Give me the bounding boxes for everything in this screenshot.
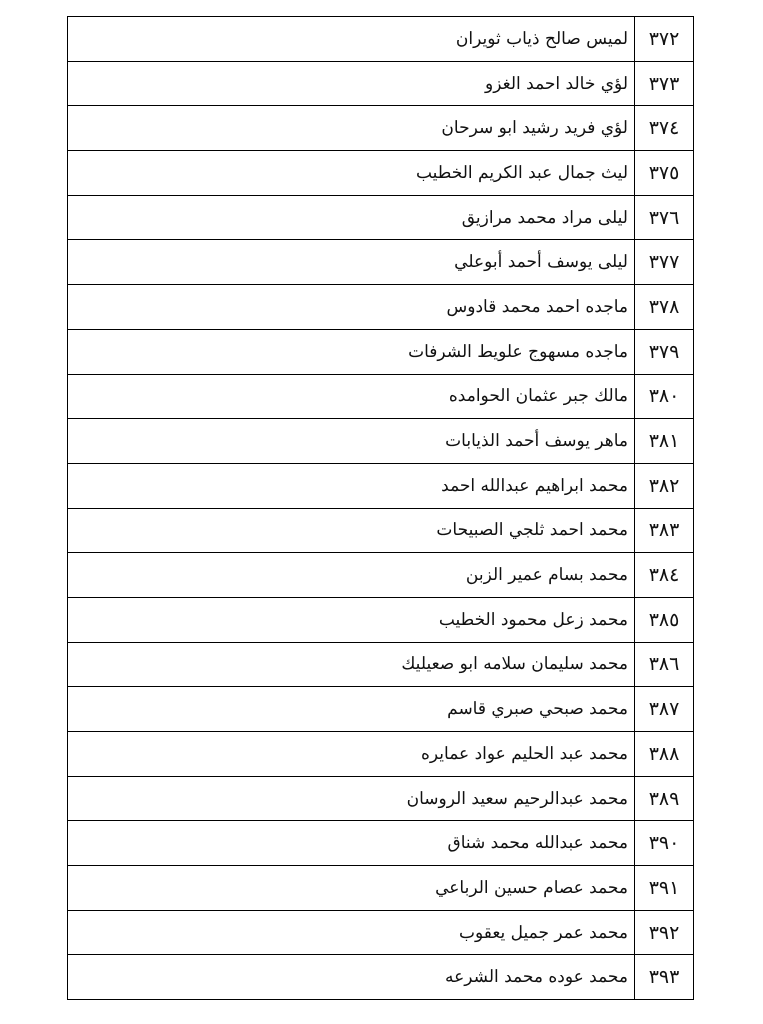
row-number: ٣٧٥ bbox=[635, 151, 694, 196]
row-number: ٣٨٩ bbox=[635, 776, 694, 821]
person-name: ماهر يوسف أحمد الذيابات bbox=[68, 419, 635, 464]
table-row bbox=[68, 687, 694, 732]
row-number: ٣٨٢ bbox=[635, 463, 694, 508]
table-row bbox=[68, 776, 694, 821]
row-number: ٣٧٩ bbox=[635, 329, 694, 374]
row-number: ٣٩٣ bbox=[635, 955, 694, 1000]
table-row bbox=[68, 955, 694, 1000]
person-name: مالك جبر عثمان الحوامده bbox=[68, 374, 635, 419]
person-name: ليلى مراد محمد مرازيق bbox=[68, 195, 635, 240]
person-name: محمد بسام عمير الزبن bbox=[68, 553, 635, 598]
table-row bbox=[68, 374, 694, 419]
person-name: محمد سليمان سلامه ابو صعيليك bbox=[68, 642, 635, 687]
table-row bbox=[68, 642, 694, 687]
person-name: محمد ابراهيم عبدالله احمد bbox=[68, 463, 635, 508]
person-name: لؤي خالد احمد الغزو bbox=[68, 61, 635, 106]
row-number: ٣٨٥ bbox=[635, 597, 694, 642]
row-number: ٣٨٧ bbox=[635, 687, 694, 732]
table-row bbox=[68, 597, 694, 642]
table-row bbox=[68, 285, 694, 330]
table-row bbox=[68, 732, 694, 777]
table-row bbox=[68, 106, 694, 151]
person-name: محمد احمد ثلجي الصبيحات bbox=[68, 508, 635, 553]
row-number: ٣٨٣ bbox=[635, 508, 694, 553]
table-row bbox=[68, 866, 694, 911]
person-name: محمد زعل محمود الخطيب bbox=[68, 597, 635, 642]
row-number: ٣٨١ bbox=[635, 419, 694, 464]
names-table-body bbox=[68, 17, 694, 1000]
row-number: ٣٨٠ bbox=[635, 374, 694, 419]
person-name: محمد عبدالرحيم سعيد الروسان bbox=[68, 776, 635, 821]
table-row bbox=[68, 910, 694, 955]
row-number: ٣٧٧ bbox=[635, 240, 694, 285]
row-number: ٣٧٨ bbox=[635, 285, 694, 330]
table-row bbox=[68, 821, 694, 866]
row-number: ٣٨٦ bbox=[635, 642, 694, 687]
person-name: محمد عبد الحليم عواد عمايره bbox=[68, 732, 635, 777]
person-name: ليث جمال عبد الكريم الخطيب bbox=[68, 151, 635, 196]
table-row bbox=[68, 329, 694, 374]
row-number: ٣٨٤ bbox=[635, 553, 694, 598]
row-number: ٣٩١ bbox=[635, 866, 694, 911]
row-number: ٣٩٠ bbox=[635, 821, 694, 866]
person-name: محمد عبدالله محمد شناق bbox=[68, 821, 635, 866]
person-name: محمد عصام حسين الرباعي bbox=[68, 866, 635, 911]
table-row bbox=[68, 151, 694, 196]
person-name: لميس صالح ذياب ثويران bbox=[68, 17, 635, 62]
table-row bbox=[68, 61, 694, 106]
row-number: ٣٧٢ bbox=[635, 17, 694, 62]
row-number: ٣٩٢ bbox=[635, 910, 694, 955]
person-name: ليلى يوسف أحمد أبوعلي bbox=[68, 240, 635, 285]
table-row bbox=[68, 195, 694, 240]
person-name: ماجده مسهوج علويط الشرفات bbox=[68, 329, 635, 374]
person-name: ماجده احمد محمد قادوس bbox=[68, 285, 635, 330]
person-name: محمد عمر جميل يعقوب bbox=[68, 910, 635, 955]
table-row bbox=[68, 419, 694, 464]
row-number: ٣٧٣ bbox=[635, 61, 694, 106]
table-row bbox=[68, 240, 694, 285]
names-table bbox=[67, 16, 694, 1000]
row-number: ٣٧٤ bbox=[635, 106, 694, 151]
table-row bbox=[68, 553, 694, 598]
row-number: ٣٧٦ bbox=[635, 195, 694, 240]
row-number: ٣٨٨ bbox=[635, 732, 694, 777]
table-row bbox=[68, 17, 694, 62]
person-name: محمد عوده محمد الشرعه bbox=[68, 955, 635, 1000]
person-name: لؤي فريد رشيد ابو سرحان bbox=[68, 106, 635, 151]
table-row bbox=[68, 463, 694, 508]
table-row bbox=[68, 508, 694, 553]
person-name: محمد صبحي صبري قاسم bbox=[68, 687, 635, 732]
